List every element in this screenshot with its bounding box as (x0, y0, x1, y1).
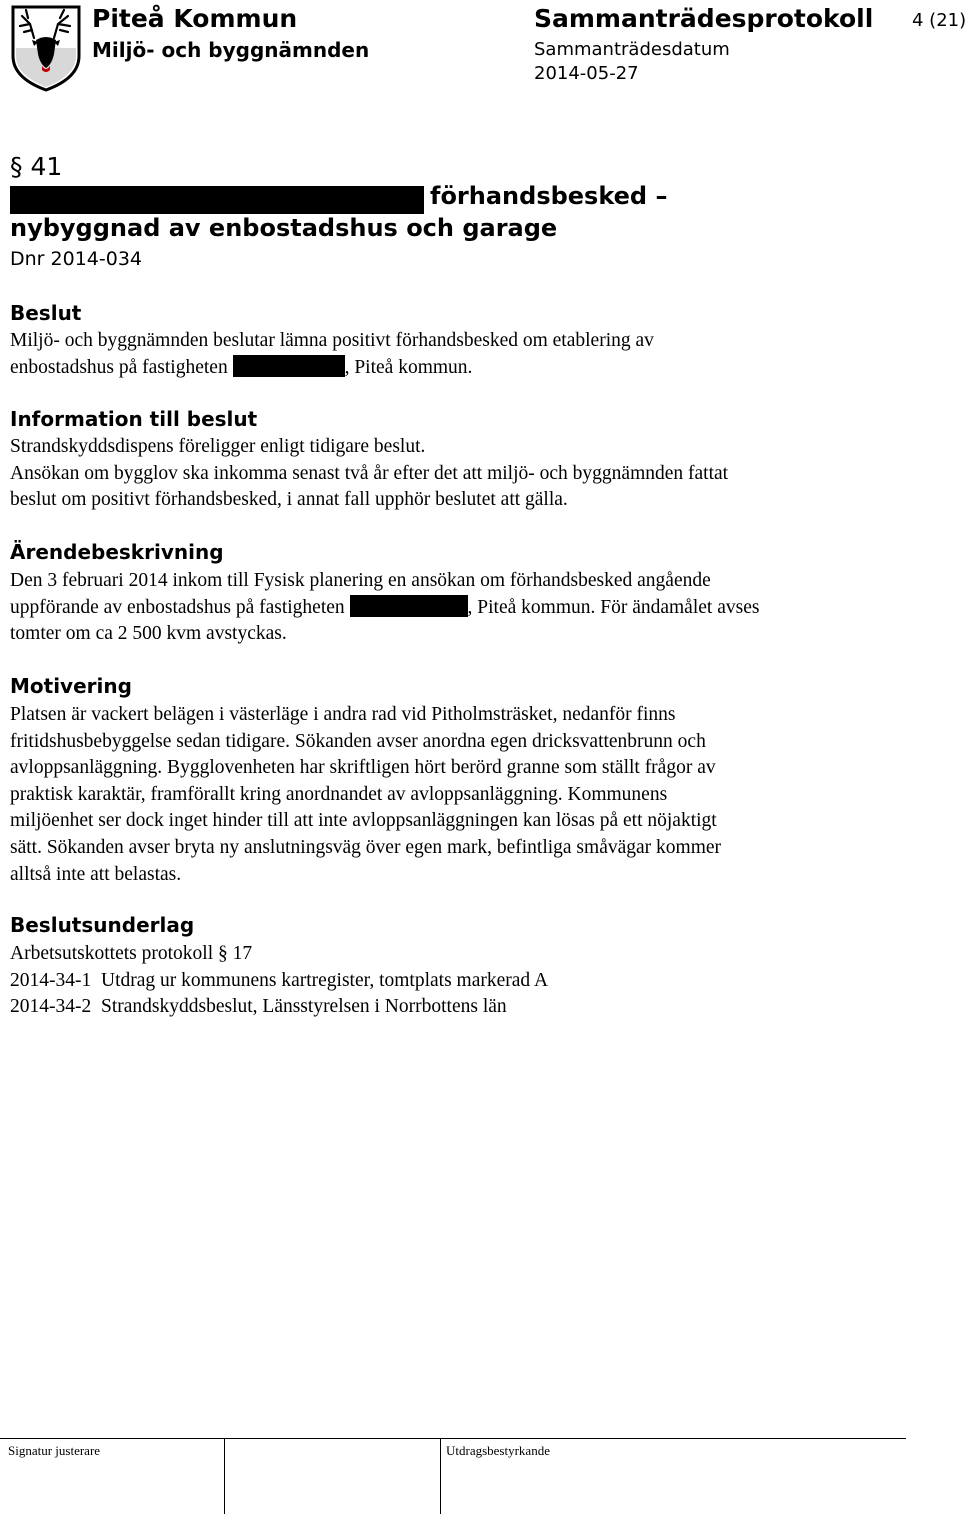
text-line: Strandskyddsdispens föreligger enligt tidigare beslut. (10, 436, 426, 457)
decision-text (10, 328, 654, 381)
redaction-bar (233, 355, 345, 377)
decision-info-text (10, 434, 728, 514)
municipality-crest-logo (10, 4, 82, 92)
text-line: avloppsanläggning. Bygglovenheten har skriftligen hört berörd granne som ställt frågor av (10, 757, 716, 779)
paragraph-number: § 41 (10, 152, 63, 181)
text-line: sätt. Sökanden avser bryta ny anslutningsväg över egen mark, befintliga småvägar kommer (10, 836, 722, 858)
text-line: tomter om ca 2 500 kvm avstyckas. (10, 623, 287, 645)
text-span: uppförande av enbostadshus på fastigheten (10, 596, 345, 618)
footer-divider (0, 1438, 906, 1439)
case-number: Dnr 2014-034 (10, 248, 142, 270)
meeting-date-label: Sammanträdesdatum (534, 39, 730, 60)
text-line: Ansökan om bygglov ska inkomma senast två år efter det att miljö- och byggnämnden fattat (10, 462, 729, 484)
text-line: alltså inte att belastas. (10, 863, 182, 885)
section-title-line2: nybyggnad av enbostadshus och garage (10, 214, 558, 242)
motivation-heading: Motivering (10, 674, 132, 698)
section-title-line1: förhandsbesked – (430, 182, 668, 210)
text-span: enbostadshus på fastigheten (10, 356, 228, 378)
text-line: 2014-34-2 Strandskyddsbeslut, Länsstyrelsen i Norrbottens län (10, 996, 507, 1018)
text-line: Arbetsutskottets protokoll § 17 (10, 943, 253, 964)
text-line: miljöenhet ser dock inget hinder till att inte avloppsanläggningen kan lösas på ett nöjaktigt (10, 810, 717, 832)
case-description-heading: Ärendebeskrivning (10, 540, 224, 564)
meeting-date-value: 2014-05-27 (534, 63, 639, 84)
board-name: Miljö- och byggnämnden (92, 38, 370, 62)
text-line: praktisk karaktär, framförallt kring anordnandet av avloppsanläggning. Kommunens (10, 783, 668, 805)
decision-heading: Beslut (10, 301, 82, 325)
page-number: 4 (21) (912, 10, 966, 31)
decision-info-heading: Information till beslut (10, 407, 258, 431)
organization-name: Piteå Kommun (92, 4, 298, 33)
document-type: Sammanträdesprotokoll (534, 4, 874, 33)
text-line (10, 595, 759, 622)
redaction-bar (350, 595, 468, 617)
case-description-text (10, 568, 759, 648)
text-line (10, 355, 654, 382)
text-line: fritidshusbebyggelse sedan tidigare. Sökanden avser anordna egen dricksvattenbrunn och (10, 730, 706, 752)
text-line: Den 3 februari 2014 inkom till Fysisk planering en ansökan om förhandsbesked angående (10, 570, 711, 591)
text-line: 2014-34-1 Utdrag ur kommunens kartregister, tomtplats markerad A (10, 969, 549, 991)
text-line: Miljö- och byggnämnden beslutar lämna positivt förhandsbesked om etablering av (10, 330, 654, 351)
decision-basis-text (10, 941, 548, 1021)
signature-label: Signatur justerare (8, 1443, 101, 1458)
decision-basis-heading: Beslutsunderlag (10, 913, 195, 937)
text-span: , Piteå kommun. (344, 356, 473, 378)
extract-certification-label: Utdragsbestyrkande (446, 1443, 550, 1458)
redaction-bar (10, 186, 424, 214)
footer-column-divider (440, 1438, 441, 1514)
motivation-text (10, 702, 721, 888)
text-line: beslut om positivt förhandsbesked, i annat fall upphör beslutet att gälla. (10, 489, 568, 511)
text-line: Platsen är vackert belägen i västerläge i andra rad vid Pitholmsträsket, nedanför finns (10, 704, 676, 725)
text-span: , Piteå kommun. För ändamålet avses (467, 596, 760, 618)
footer-column-divider (224, 1438, 225, 1514)
